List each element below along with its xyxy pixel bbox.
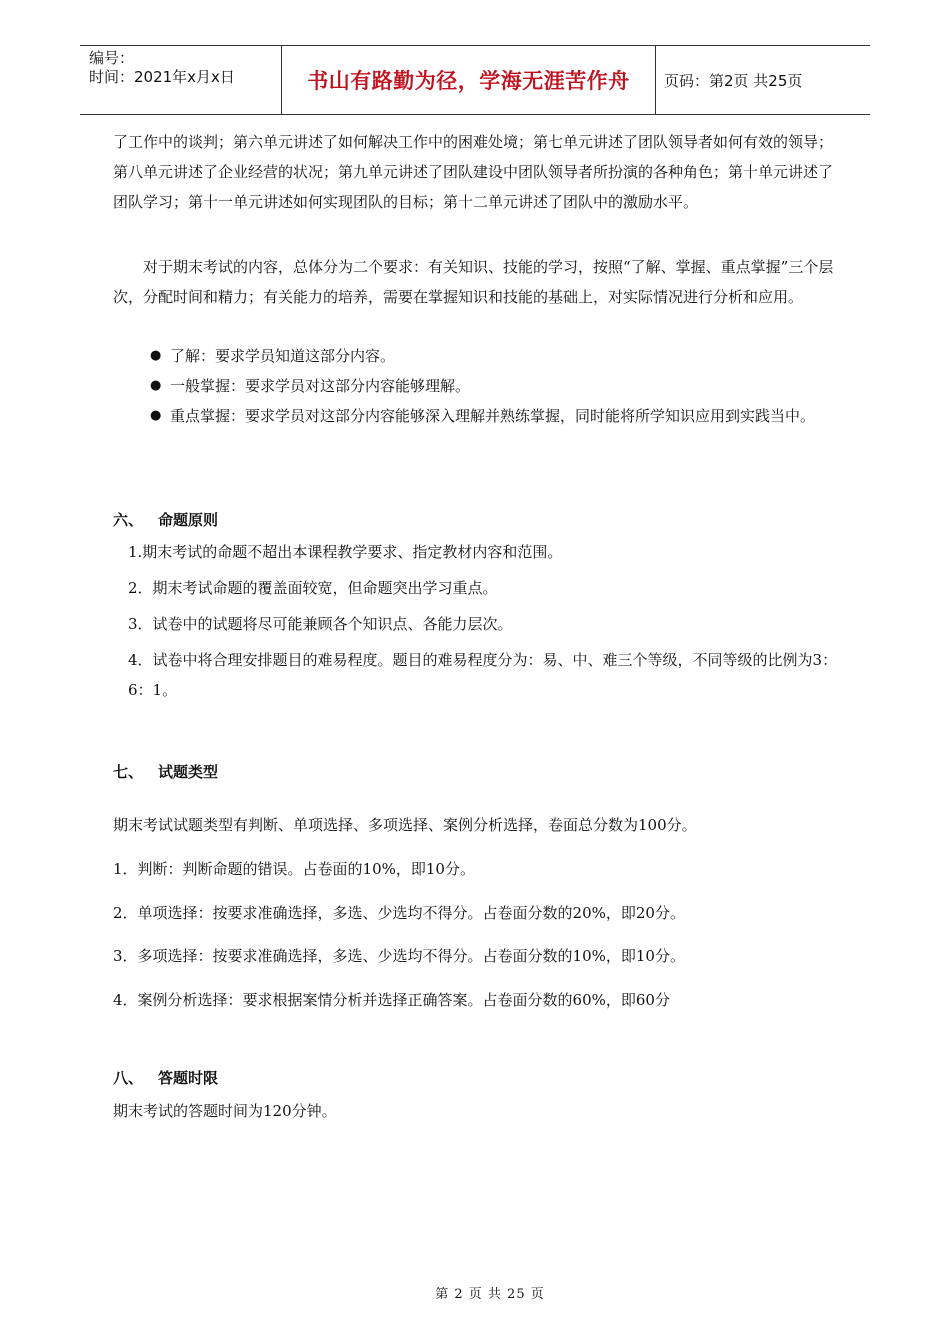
header-page-info: 页码：第2页 共25页 <box>664 71 803 90</box>
section-number: 六、 <box>113 511 144 529</box>
bullet-item <box>150 341 850 371</box>
intro-paragraph: 了工作中的谈判；第六单元讲述了如何解决工作中的困难处境；第七单元讲述了团队领导者如何有效的领导；第八单元讲述了企业经营的状况；第九单元讲述了团队建设中团队领导者所扮演的各种角色；第十单元讲述了团队学习；第十一单元讲述如何实现团队的目标；第十二单元讲述了团队中的激励水平。 <box>113 133 834 211</box>
list-item: 3．试卷中的试题将尽可能兼顾各个知识点、各能力层次。 <box>128 615 513 633</box>
header-motto: 书山有路勤为径，学海无涯苦作舟 <box>281 46 656 114</box>
section-6-list <box>128 537 843 719</box>
bullet-text: 了解：要求学员知道这部分内容。 <box>170 347 396 365</box>
section-7-intro: 期末考试试题类型有判断、单项选择、多项选择、案例分析选择，卷面总分数为100分。 <box>113 816 697 834</box>
exam-paragraph: 对于期末考试的内容，总体分为二个要求：有关知识、技能的学习，按照“了解、掌握、重点掌握”三个层次，分配时间和精力；有关能力的培养，需要在掌握知识和技能的基础上，对实际情况进行分析和应用。 <box>113 258 834 306</box>
bullet-dot-icon: ● <box>150 348 162 363</box>
bullet-item <box>150 371 850 401</box>
list-item: 2．期末考试命题的覆盖面较宽，但命题突出学习重点。 <box>128 579 498 597</box>
bullet-text: 重点掌握：要求学员对这部分内容能够深入理解并熟练掌握，同时能将所学知识应用到实践当中。 <box>170 407 816 425</box>
requirement-bullet-list <box>150 341 850 431</box>
document-time: 时间：2021年x月x日 <box>89 68 235 86</box>
document-number: 编号： <box>89 49 135 67</box>
bullet-item <box>150 401 850 431</box>
section-number: 七、 <box>113 763 144 781</box>
section-8-heading <box>113 1067 218 1088</box>
page-footer: 第 2 页 共 25 页 <box>435 1287 545 1302</box>
answer-time-text: 期末考试的答题时间为120分钟。 <box>113 1102 337 1120</box>
header-meta <box>80 46 280 114</box>
question-type-item: 1．判断：判断命题的错误。占卷面的10%，即10分。 <box>113 860 475 878</box>
question-type-item: 2．单项选择：按要求准确选择，多选、少选均不得分。占卷面分数的20%，即20分。 <box>113 904 685 922</box>
bullet-dot-icon: ● <box>150 408 162 423</box>
section-title: 命题原则 <box>158 511 219 529</box>
section-number: 八、 <box>113 1069 144 1087</box>
intro-section <box>113 127 843 217</box>
section-6-heading <box>113 509 218 530</box>
bullet-text: 一般掌握：要求学员对这部分内容能够理解。 <box>170 377 471 395</box>
bullet-dot-icon: ● <box>150 378 162 393</box>
section-7-heading <box>113 761 218 782</box>
section-title: 答题时限 <box>158 1069 219 1087</box>
exam-content-section <box>113 252 843 312</box>
page-header <box>80 45 870 115</box>
list-item: 4．试卷中将合理安排题目的难易程度。题目的难易程度分为：易、中、难三个等级，不同等级的比例为3：6：1。 <box>128 651 838 699</box>
question-type-item: 4．案例分析选择：要求根据案情分析并选择正确答案。占卷面分数的60%，即60分 <box>113 991 670 1009</box>
question-type-item: 3．多项选择：按要求准确选择，多选、少选均不得分。占卷面分数的10%，即10分。 <box>113 947 685 965</box>
list-item: 1.期末考试的命题不超出本课程教学要求、指定教材内容和范围。 <box>128 543 563 561</box>
section-title: 试题类型 <box>158 763 219 781</box>
